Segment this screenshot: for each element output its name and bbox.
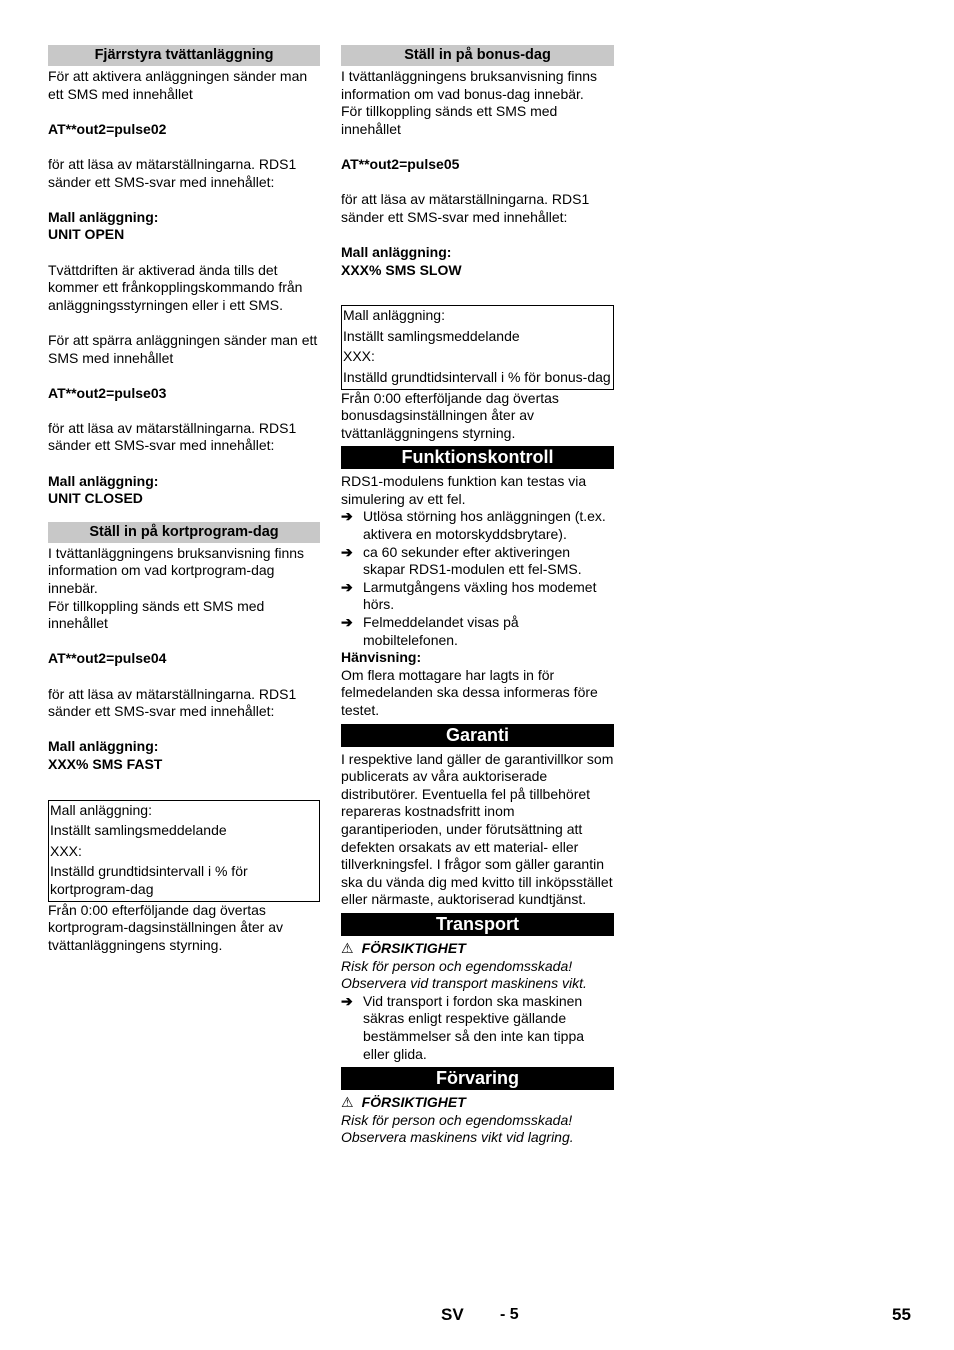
paragraph: I tvättanläggningens bruksanvisning finns information om vad bonus-dag innebär. xyxy=(341,68,598,102)
list-item: ➔ Vid transport i fordon ska maskinen säkras enligt respektive gällande bestämmelser så den inte kan tippa eller glida. xyxy=(341,992,585,1062)
paragraph: För att aktivera anläggningen sänder man ett SMS med innehållet xyxy=(48,68,308,102)
template-box-row: Inställt samlingsmeddelande xyxy=(343,327,520,344)
step-list xyxy=(341,508,614,649)
paragraph: Från 0:00 efterföljande dag övertas kortprogram-dagsinställningen åter av tvättanläggningens styrning. xyxy=(48,901,284,953)
caution-text: Risk för person och egendomsskada! Observera vid transport maskinens vikt. xyxy=(341,957,587,992)
template-box-row: Inställd grundtidsintervall i % för bonus-dag xyxy=(343,368,611,385)
section-title-transport: Transport xyxy=(341,913,614,936)
left-column xyxy=(48,45,320,954)
template-label: Mall anläggning: xyxy=(48,738,159,755)
paragraph: I respektive land gäller de garantivillkor som publicerats av våra auktoriserade distributörer. Eventuella fel på tillbehöret repareras kostnadsfritt inom garantiperioden, under förutsättning att defekten orsakats av ett material- eller tillverkningsfel. I frågor som gäller garantin ska du vända dig med kvitto till inköpsstället eller närmaste, auktoriserad kundtjänst. xyxy=(341,750,614,908)
paragraph: för att läsa av mätarställningarna. RDS1 sänder ett SMS-svar med innehållet: xyxy=(48,685,297,720)
template-box-row: XXX: xyxy=(343,348,375,365)
list-item: ➔ Larmutgångens växling hos modemet hörs. xyxy=(341,578,597,613)
template-box-row: Mall anläggning: xyxy=(50,801,152,818)
paragraph: För att spärra anläggningen sänder man ett SMS med innehållet xyxy=(48,331,318,366)
section-title-warranty: Garanti xyxy=(341,724,614,747)
paragraph: Från 0:00 efterföljande dag övertas bonusdagsinställningen åter av tvättanläggningens styrning. xyxy=(341,389,559,441)
paragraph: Om flera mottagare har lagts in för felmedelanden ska dessa informeras före testet. xyxy=(341,666,598,718)
caution-heading: ⚠ FÖRSIKTIGHET xyxy=(341,939,466,956)
section-title-remote-control: Fjärrstyra tvättanläggning xyxy=(48,45,320,66)
template-label: Mall anläggning: xyxy=(48,472,159,489)
paragraph: för att läsa av mätarställningarna. RDS1 sänder ett SMS-svar med innehållet: xyxy=(341,191,590,225)
sms-command: AT**out2=pulse05 xyxy=(341,155,460,172)
paragraph: för att läsa av mätarställningarna. RDS1 sänder ett SMS-svar med innehållet: xyxy=(48,419,297,454)
arrow-right-icon: ➔ xyxy=(341,614,353,631)
section-title-short-program-day: Ställ in på kortprogram-dag xyxy=(48,522,320,543)
arrow-right-icon: ➔ xyxy=(341,543,353,560)
template-value: UNIT OPEN xyxy=(48,226,125,243)
sms-command: AT**out2=pulse02 xyxy=(48,120,167,137)
arrow-right-icon: ➔ xyxy=(341,992,353,1009)
list-item: ➔ ca 60 sekunder efter aktiveringen skapar RDS1-modulen ett fel-SMS. xyxy=(341,543,582,578)
paragraph: RDS1-modulens funktion kan testas via simulering av ett fel. xyxy=(341,473,587,507)
template-value: XXX% SMS FAST xyxy=(48,755,163,772)
warning-triangle-icon: ⚠ xyxy=(341,1094,354,1111)
template-box-row: Mall anläggning: xyxy=(343,307,445,324)
warning-triangle-icon: ⚠ xyxy=(341,939,354,956)
footer-page-sub: - 5 xyxy=(500,1306,519,1323)
paragraph: För tillkoppling sänds ett SMS med innehållet xyxy=(341,103,558,137)
sms-command: AT**out2=pulse04 xyxy=(48,650,167,667)
sms-command: AT**out2=pulse03 xyxy=(48,384,167,401)
list-item: ➔ Utlösa störning hos anläggningen (t.ex. aktivera en motorskyddsbrytare). xyxy=(341,508,606,543)
note-label: Hänvisning: xyxy=(341,649,422,666)
template-value: UNIT CLOSED xyxy=(48,490,143,507)
template-box-row: Inställd grundtidsintervall i % för kortprogram-dag xyxy=(50,863,248,897)
template-label: Mall anläggning: xyxy=(341,243,452,260)
section-title-bonus-day: Ställ in på bonus-dag xyxy=(341,45,614,66)
right-column xyxy=(341,45,614,1147)
paragraph: För tillkoppling sänds ett SMS med innehållet xyxy=(48,597,265,632)
arrow-right-icon: ➔ xyxy=(341,578,353,595)
footer-page-number: 55 xyxy=(892,1305,911,1324)
paragraph: I tvättanläggningens bruksanvisning finns information om vad kortprogram-dag innebär. xyxy=(48,544,305,597)
step-list xyxy=(341,993,614,1063)
caution-text: Risk för person och egendomsskada! Observera maskinens vikt vid lagring. xyxy=(341,1111,574,1146)
caution-heading: ⚠ FÖRSIKTIGHET xyxy=(341,1094,466,1111)
template-box-row: XXX: xyxy=(50,842,82,859)
template-box-row: Inställt samlingsmeddelande xyxy=(50,822,227,839)
paragraph: Tvättdriften är aktiverad ända tills det kommer ett frånkopplingskommando från anläggningsstyrningen eller i ett SMS. xyxy=(48,261,303,313)
template-box xyxy=(341,305,614,389)
template-box xyxy=(48,800,320,902)
template-label: Mall anläggning: xyxy=(48,208,159,225)
footer-language: SV xyxy=(441,1305,464,1324)
section-title-function-check: Funktionskontroll xyxy=(341,446,614,469)
paragraph: för att läsa av mätarställningarna. RDS1 sänder ett SMS-svar med innehållet: xyxy=(48,155,297,190)
template-value: XXX% SMS SLOW xyxy=(341,261,462,278)
list-item: ➔ Felmeddelandet visas på mobiltelefonen. xyxy=(341,614,519,648)
section-title-storage: Förvaring xyxy=(341,1067,614,1090)
arrow-right-icon: ➔ xyxy=(341,508,353,525)
